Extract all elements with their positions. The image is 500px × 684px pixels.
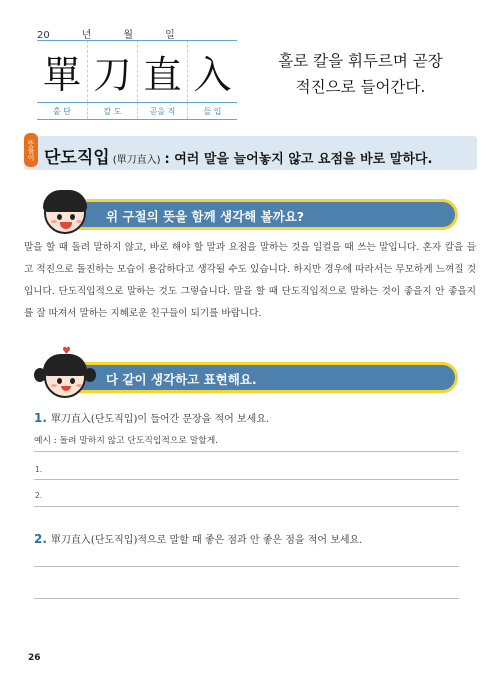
month-unit: 월: [123, 30, 134, 41]
year-prefix: 20: [37, 30, 50, 41]
idiom-hanja: (單刀直入): [112, 155, 161, 166]
section-title-express: 다 같이 생각하고 표현해요.: [106, 372, 257, 387]
explanation-paragraph: 말을 할 때 돌려 말하지 않고, 바로 해야 할 말과 요점을 말하는 것을 일컬을 때 쓰는 말입니다. 혼자 칼을 들고 적진으로 돌진하는 모습이 용감하다고 생각될 수도 있습니다. 하지만 경우에 따라서는 무모하게 느껴질 것입니다. 단도직입적으로 말하는 것도 그렇습니다. 말을 할 때 단도직입적으로 말하는 것이 좋을지 안 좋을지를 잘 따져서 말하는 지혜로운 친구들이 되기를 바랍니다.: [24, 242, 476, 319]
boy-avatar-icon: [44, 192, 86, 234]
literal-meaning-line-1: 홀로 칼을 휘두르며 곧장: [278, 52, 443, 70]
hanja-reading-4: 들 입: [187, 103, 237, 119]
question-2-text: 單刀直入(단도직입)적으로 말할 때 좋은 점과 안 좋은 점을 적어 보세요.: [50, 535, 363, 546]
hanja-char-4: 入: [187, 40, 237, 102]
date-line: [37, 26, 177, 41]
idiom-definition: [44, 143, 432, 168]
definition-tag: 뜻풀이: [24, 133, 38, 167]
question-1-number: 1.: [34, 411, 47, 425]
answer-line-1[interactable]: [34, 479, 459, 480]
hanja-char-1: 單: [42, 52, 81, 97]
question-2-number: 2.: [34, 532, 47, 546]
literal-meaning-line-2: 적진으로 들어간다.: [295, 78, 426, 96]
answer-line-3[interactable]: [34, 566, 459, 567]
year-unit: 년: [81, 30, 92, 41]
hanja-reading-1: 홑 단: [53, 106, 71, 116]
answer-line-2-number: 2.: [35, 491, 43, 500]
question-2: [34, 531, 362, 546]
hanja-reading-3: 곧을 직: [137, 103, 187, 119]
hanja-reading-2: 칼 도: [87, 103, 137, 119]
hanja-char-3: 直: [137, 40, 187, 102]
hanja-readings: [37, 102, 237, 120]
hanja-characters: [37, 40, 237, 102]
question-1-text: 單刀直入(단도직입)이 들어간 문장을 적어 보세요.: [50, 414, 270, 425]
question-1: [34, 410, 269, 425]
idiom-meaning: : 여러 말을 늘어놓지 않고 요점을 바로 말하다.: [164, 152, 433, 167]
page-number: 26: [28, 653, 41, 663]
example-underline: [34, 451, 459, 452]
hanja-box: [37, 40, 237, 122]
idiom-title: 단도직입: [44, 148, 110, 168]
answer-line-4[interactable]: [34, 598, 459, 599]
section-title-think: 위 구절의 뜻을 함께 생각해 볼까요?: [106, 209, 305, 224]
question-1-example: 예시 : 돌려 말하지 않고 단도직입적으로 말할게.: [34, 436, 218, 446]
answer-line-2[interactable]: [34, 506, 459, 507]
hanja-char-2: 刀: [87, 40, 137, 102]
answer-line-1-number: 1.: [35, 465, 43, 474]
literal-meaning: [248, 48, 473, 100]
girl-avatar-icon: ♥: [44, 356, 86, 398]
day-unit: 일: [165, 30, 175, 41]
